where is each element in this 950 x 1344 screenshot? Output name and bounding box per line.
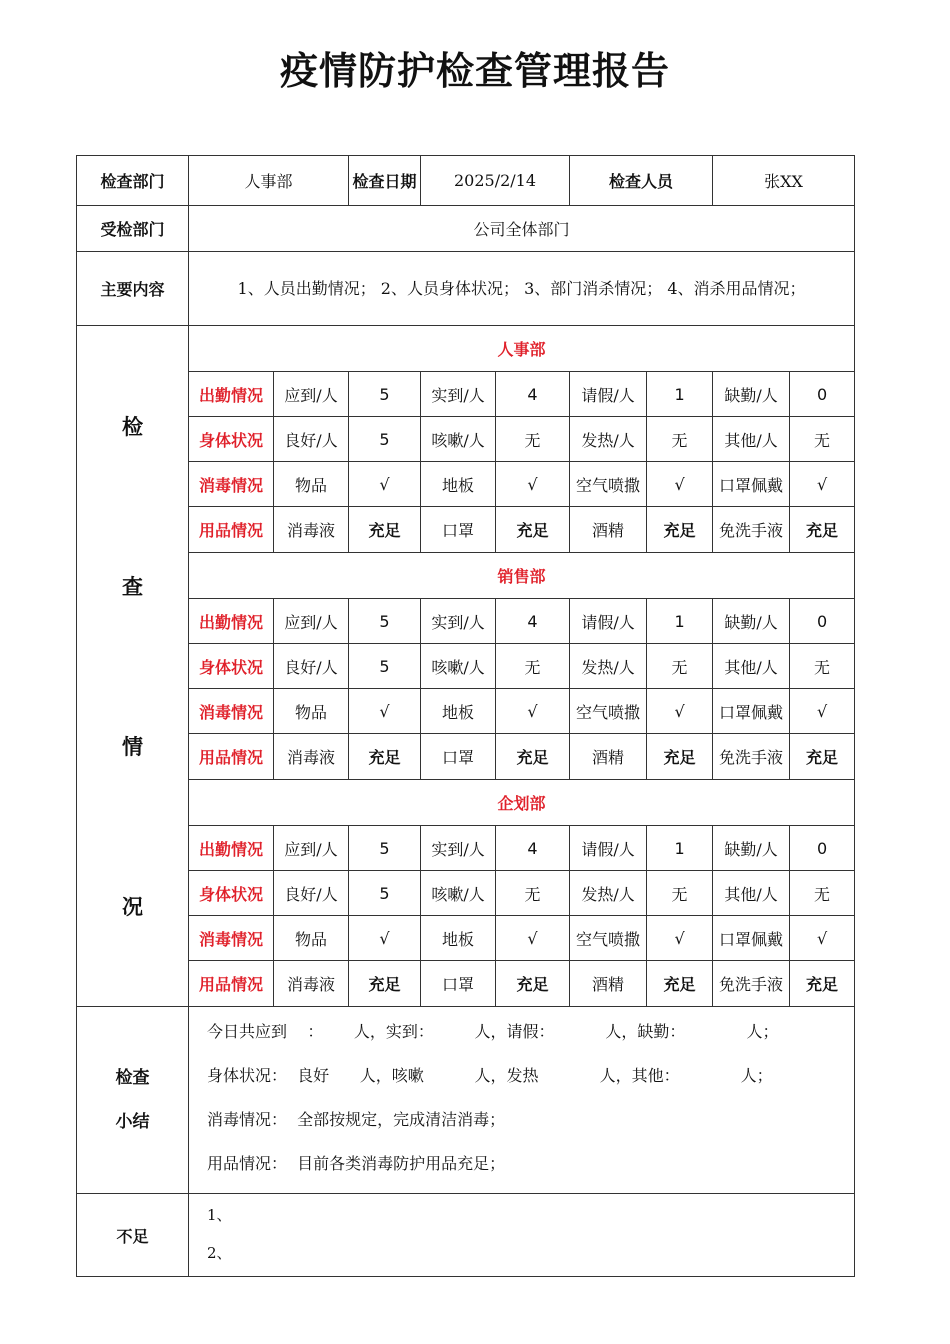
check-value: √ bbox=[647, 462, 713, 507]
check-value: 0 bbox=[790, 372, 855, 417]
check-label bbox=[77, 346, 188, 986]
check-row-label: 出勤情况 bbox=[189, 372, 274, 417]
check-item: 请假/人 bbox=[570, 599, 647, 644]
check-value: √ bbox=[790, 462, 855, 507]
check-item: 免洗手液 bbox=[713, 734, 790, 780]
check-row bbox=[77, 871, 855, 916]
check-item: 消毒液 bbox=[274, 734, 349, 780]
check-value: 5 bbox=[349, 417, 421, 462]
check-row-label: 用品情况 bbox=[189, 961, 274, 1007]
check-item: 口罩佩戴 bbox=[713, 916, 790, 961]
check-row bbox=[77, 734, 855, 780]
check-value: 0 bbox=[790, 599, 855, 644]
check-value: 无 bbox=[496, 644, 570, 689]
check-item: 缺勤/人 bbox=[713, 826, 790, 871]
check-value: 5 bbox=[349, 599, 421, 644]
target-row bbox=[77, 206, 855, 252]
check-row bbox=[77, 507, 855, 553]
check-item: 空气喷撒 bbox=[570, 916, 647, 961]
check-value: 充足 bbox=[647, 734, 713, 780]
check-item: 空气喷撒 bbox=[570, 462, 647, 507]
check-value: √ bbox=[349, 916, 421, 961]
check-item: 咳嗽/人 bbox=[421, 644, 496, 689]
check-value: 5 bbox=[349, 372, 421, 417]
check-row-label: 用品情况 bbox=[189, 734, 274, 780]
check-row bbox=[77, 462, 855, 507]
check-label-char: 情 bbox=[122, 735, 143, 759]
check-value: 无 bbox=[790, 644, 855, 689]
check-item: 请假/人 bbox=[570, 372, 647, 417]
check-row bbox=[77, 644, 855, 689]
check-value: 无 bbox=[496, 417, 570, 462]
check-row-label: 出勤情况 bbox=[189, 599, 274, 644]
check-value: 1 bbox=[647, 372, 713, 417]
check-row-label: 用品情况 bbox=[189, 507, 274, 553]
summary-label: 小结 bbox=[115, 1112, 150, 1132]
check-value: 5 bbox=[349, 644, 421, 689]
check-value: √ bbox=[496, 462, 570, 507]
check-value: 充足 bbox=[349, 507, 421, 553]
check-item: 口罩 bbox=[421, 734, 496, 780]
check-value: 充足 bbox=[790, 734, 855, 780]
check-row bbox=[77, 916, 855, 961]
check-item: 地板 bbox=[421, 916, 496, 961]
inspector-label: 检查人员 bbox=[570, 156, 713, 206]
check-item: 发热/人 bbox=[570, 644, 647, 689]
check-value: √ bbox=[496, 689, 570, 734]
check-value: 无 bbox=[496, 871, 570, 916]
target-value: 公司全体部门 bbox=[189, 206, 855, 252]
report-title: 疫情防护检查管理报告 bbox=[279, 49, 670, 93]
shortcomings-row bbox=[77, 1194, 855, 1277]
content-label: 主要内容 bbox=[77, 252, 189, 326]
check-value: 充足 bbox=[790, 961, 855, 1007]
check-value: 充足 bbox=[496, 507, 570, 553]
check-value: 无 bbox=[647, 871, 713, 916]
check-item: 发热/人 bbox=[570, 871, 647, 916]
check-value: √ bbox=[349, 462, 421, 507]
dept-header-row bbox=[77, 326, 855, 372]
check-item: 咳嗽/人 bbox=[421, 417, 496, 462]
summary-label-cell bbox=[77, 1007, 189, 1194]
check-row-label: 身体状况 bbox=[189, 871, 274, 916]
dept-name: 人事部 bbox=[189, 326, 855, 372]
check-item: 请假/人 bbox=[570, 826, 647, 871]
shortcoming-line: 1、 bbox=[207, 1206, 232, 1224]
check-item: 酒精 bbox=[570, 734, 647, 780]
summary-line: 身体状况： 良好 人，咳嗽 人，发热 人，其他： 人； bbox=[207, 1066, 773, 1085]
report-table bbox=[76, 155, 855, 1277]
check-item: 良好/人 bbox=[274, 871, 349, 916]
check-value: 无 bbox=[647, 644, 713, 689]
check-row-label: 消毒情况 bbox=[189, 462, 274, 507]
check-item: 酒精 bbox=[570, 961, 647, 1007]
header-row bbox=[77, 156, 855, 206]
check-item: 缺勤/人 bbox=[713, 372, 790, 417]
check-item: 应到/人 bbox=[274, 826, 349, 871]
check-value: 无 bbox=[790, 871, 855, 916]
dept-label: 检查部门 bbox=[77, 156, 189, 206]
check-label-char: 检 bbox=[122, 415, 143, 439]
check-value: 充足 bbox=[496, 734, 570, 780]
check-item: 咳嗽/人 bbox=[421, 871, 496, 916]
check-item: 应到/人 bbox=[274, 599, 349, 644]
date-value: 2025/2/14 bbox=[421, 156, 570, 206]
check-value: √ bbox=[790, 916, 855, 961]
check-value: 无 bbox=[647, 417, 713, 462]
summary-content bbox=[189, 1007, 855, 1194]
dept-name: 企划部 bbox=[189, 780, 855, 826]
check-value: √ bbox=[647, 916, 713, 961]
check-label-cell bbox=[77, 326, 189, 1007]
check-item: 空气喷撒 bbox=[570, 689, 647, 734]
check-row bbox=[77, 372, 855, 417]
check-item: 物品 bbox=[274, 462, 349, 507]
dept-value: 人事部 bbox=[189, 156, 349, 206]
content-value: 1、人员出勤情况； 2、人员身体状况； 3、部门消杀情况； 4、消杀用品情况； bbox=[189, 252, 855, 326]
check-value: 4 bbox=[496, 599, 570, 644]
check-item: 其他/人 bbox=[713, 871, 790, 916]
check-value: 5 bbox=[349, 871, 421, 916]
check-value: 充足 bbox=[647, 961, 713, 1007]
dept-name: 销售部 bbox=[189, 553, 855, 599]
check-item: 口罩 bbox=[421, 507, 496, 553]
date-label: 检查日期 bbox=[349, 156, 421, 206]
check-item: 其他/人 bbox=[713, 417, 790, 462]
check-value: 充足 bbox=[647, 507, 713, 553]
content-row bbox=[77, 252, 855, 326]
summary-label: 检查 bbox=[115, 1068, 150, 1088]
check-row-label: 身体状况 bbox=[189, 417, 274, 462]
check-item: 地板 bbox=[421, 462, 496, 507]
check-item: 免洗手液 bbox=[713, 961, 790, 1007]
check-item: 实到/人 bbox=[421, 372, 496, 417]
check-item: 口罩佩戴 bbox=[713, 462, 790, 507]
summary-row bbox=[77, 1007, 855, 1194]
check-value: 充足 bbox=[349, 961, 421, 1007]
check-value: 充足 bbox=[790, 507, 855, 553]
check-item: 地板 bbox=[421, 689, 496, 734]
check-item: 物品 bbox=[274, 689, 349, 734]
check-item: 口罩佩戴 bbox=[713, 689, 790, 734]
check-row bbox=[77, 417, 855, 462]
check-value: √ bbox=[790, 689, 855, 734]
check-item: 应到/人 bbox=[274, 372, 349, 417]
summary-line: 消毒情况： 全部按规定，完成清洁消毒； bbox=[207, 1110, 506, 1129]
shortcomings-content bbox=[189, 1194, 855, 1277]
check-row-label: 出勤情况 bbox=[189, 826, 274, 871]
check-value: 4 bbox=[496, 826, 570, 871]
target-label: 受检部门 bbox=[77, 206, 189, 252]
check-value: 5 bbox=[349, 826, 421, 871]
check-value: 0 bbox=[790, 826, 855, 871]
check-value: √ bbox=[496, 916, 570, 961]
shortcoming-line: 2、 bbox=[207, 1244, 232, 1262]
check-item: 消毒液 bbox=[274, 961, 349, 1007]
check-value: 无 bbox=[790, 417, 855, 462]
check-item: 良好/人 bbox=[274, 417, 349, 462]
check-row bbox=[77, 826, 855, 871]
check-item: 免洗手液 bbox=[713, 507, 790, 553]
check-item: 缺勤/人 bbox=[713, 599, 790, 644]
check-value: 充足 bbox=[349, 734, 421, 780]
check-row bbox=[77, 599, 855, 644]
check-item: 消毒液 bbox=[274, 507, 349, 553]
summary-line: 今日共应到 ： 人，实到： 人，请假： 人，缺勤： 人； bbox=[207, 1022, 779, 1041]
check-value: √ bbox=[647, 689, 713, 734]
check-row-label: 消毒情况 bbox=[189, 689, 274, 734]
check-value: 4 bbox=[496, 372, 570, 417]
check-item: 实到/人 bbox=[421, 599, 496, 644]
check-item: 发热/人 bbox=[570, 417, 647, 462]
check-item: 实到/人 bbox=[421, 826, 496, 871]
check-row-label: 消毒情况 bbox=[189, 916, 274, 961]
check-value: 充足 bbox=[496, 961, 570, 1007]
check-row bbox=[77, 961, 855, 1007]
shortcomings-label: 不足 bbox=[77, 1194, 189, 1277]
check-item: 物品 bbox=[274, 916, 349, 961]
summary-line: 用品情况： 目前各类消毒防护用品充足； bbox=[207, 1154, 506, 1173]
check-item: 其他/人 bbox=[713, 644, 790, 689]
check-value: 1 bbox=[647, 599, 713, 644]
dept-header-row bbox=[77, 780, 855, 826]
inspector-value: 张XX bbox=[713, 156, 855, 206]
check-label-char: 查 bbox=[122, 575, 143, 599]
check-item: 良好/人 bbox=[274, 644, 349, 689]
check-value: √ bbox=[349, 689, 421, 734]
check-item: 酒精 bbox=[570, 507, 647, 553]
check-value: 1 bbox=[647, 826, 713, 871]
check-row-label: 身体状况 bbox=[189, 644, 274, 689]
check-row bbox=[77, 689, 855, 734]
check-label-char: 况 bbox=[122, 895, 143, 919]
dept-header-row bbox=[77, 553, 855, 599]
check-item: 口罩 bbox=[421, 961, 496, 1007]
